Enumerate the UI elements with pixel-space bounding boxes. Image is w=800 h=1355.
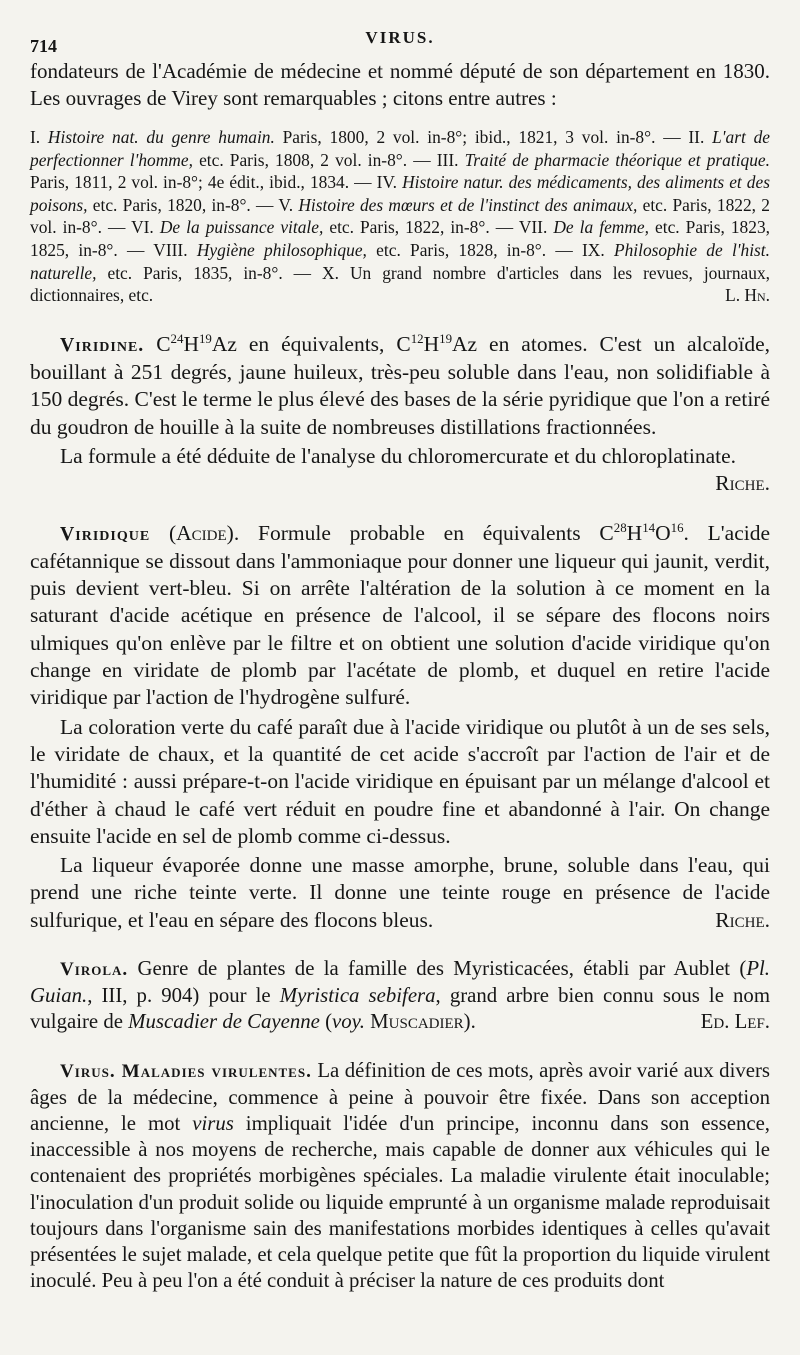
virola-text-4: ( (319, 1010, 333, 1034)
viridique-text-3: La liqueur évaporée donne une masse amorphe, brune, soluble dans l'eau, qui prend une riche teinte verte. Il donne une teinte rouge en présence de l'acide sulfurique, et l'eau en sépare des flocons bleus. (30, 853, 770, 932)
page (30, 22, 770, 1294)
viridique-text-1: Formule probable en équivalents $C^{28}H^{14}O^{16}$. L'acide cafétannique se dissout dans l'ammoniaque pour donner une liqueur qui jaunit, verdit, puis devient vert-bleu. Si on arrête l'altération de la solution à ce moment en la saturant d'acide acétique en présence de l'alcool, il se sépare des flocons noirs ulmiques qu'on enlève par le filtre et on obtient une solution d'acide viridique qu'on change en viridate de plomb par l'acétate de plomb, et duquel en retire l'acide viridique par l'action de l'hydrogène sulfuré. (30, 520, 771, 710)
bibliography-item: I. Histoire nat. du genre humain. Paris, 1800, 2 vol. in-8°; ibid., 1821, 3 vol. in-8°. — (30, 127, 689, 147)
page-number: 714 (30, 36, 57, 56)
viridine-text-1: $C^{24}H^{19}Az$ en équivalents, $C^{12}H^{19}Az$ en atomes. C'est un alcaloïde, bouillant à 251 degrés, jaune huileux, très-peu soluble dans l'eau, non solidifiable à 150 degrés. C'est le terme le plus élevé des bases de la série pyridique que l'on a retiré du goudron de houille à la suite de nombreuses distillations fractionnées. (30, 331, 771, 439)
work-title: Histoire des mœurs et de l'instinct des animaux, (298, 194, 638, 215)
virola-voy: voy. (332, 1010, 365, 1034)
work-title: Philosophie de l'hist. naturelle, (30, 239, 770, 283)
virola-text-5: ). (463, 1010, 476, 1034)
page-header (30, 22, 770, 56)
headword-viridine: Viridine. (60, 333, 145, 356)
bibliography-item: VII. De la femme, etc. Paris, 1823, 1825, in-8°. — (30, 217, 770, 260)
continuation-paragraph: fondateurs de l'Académie de médecine et nommé député de son département en 1830. Les ouvrages de Virey sont remarquables ; citons entre autres : (30, 59, 770, 110)
bibliography-item: IX. Philosophie de l'hist. naturelle, etc. Paris, 1835, in-8°. — (30, 239, 770, 283)
virola-vernacular: Muscadier de Cayenne (128, 1010, 320, 1034)
bibliography-item: VIII. Hygiène philosophique, etc. Paris, 1828, in-8°. — (153, 239, 583, 260)
virola-text-3: , grand arbre bien connu sous le nom vulgaire de (30, 984, 771, 1034)
work-title: L'art de perfectionner l'homme, (30, 127, 770, 170)
bibliography-item: IV. Histoire natur. des médicaments, des aliments et des poisons, etc. Paris, 1820, in-8°. — (30, 172, 770, 215)
bibliography-item: V. Histoire des mœurs et de l'instinct des animaux, etc. Paris, 1822, 2 vol. in-8°. — (30, 194, 770, 238)
headword-virus: Virus. Maladies virulentes. (60, 1060, 312, 1082)
bibliography (30, 126, 770, 307)
viridique-paragraph-1 (30, 520, 770, 712)
entry-viridique (30, 520, 770, 934)
bibliography-item: X. Un grand nombre d'articles dans les revues, journaux, dictionnaires, etc. (30, 262, 770, 306)
work-title: Histoire natur. des médicaments, des aliments et des poisons, (30, 172, 770, 215)
virola-species: Myristica sebifera (279, 984, 436, 1008)
signature-lhn: L. Hn. (725, 285, 770, 306)
virola-see: Muscadier (370, 1010, 464, 1034)
headword-virola: Virola. (60, 958, 129, 980)
virola-text-1: Genre de plantes de la famille des Myristicacées, établi par Aublet ( (137, 956, 747, 980)
signature-riche-2: Riche. (715, 907, 770, 932)
virola-ref: Pl. Guian. (30, 956, 771, 1008)
virus-text-2: impliquait l'idée d'un principe, inconnu dans son essence, inaccessible à nos moyens de recherche, mais capable de donner aux véhicules qui le contenaient des propriétés morbigènes spéciales. La maladie virulente était inoculable; l'inoculation d'un produit solide ou liquide emprunté à un organisme malade reproduisait toujours dans l'organisme sain des manifestations morbides identiques à celles qu'avait présentées le sujet malade, et cela quelque petite que fût la proportion du liquide virulent inoculé. Peu à peu l'on a été conduit à préciser la nature de ces produits dont (30, 1112, 770, 1293)
viridique-paragraph-3 (30, 852, 770, 934)
virola-paragraph (30, 956, 770, 1036)
viridique-acid-label: (Acide). (168, 520, 240, 545)
entry-viridine (30, 331, 770, 498)
viridine-paragraph-1 (30, 331, 770, 441)
work-title: Histoire nat. du genre humain. (47, 127, 275, 147)
entry-virus (30, 1058, 770, 1295)
headword-viridique: Viridique (60, 522, 151, 545)
signature-riche-1: Riche. (715, 471, 770, 496)
entry-virola (30, 956, 770, 1036)
work-title: De la puissance vitale, (159, 217, 324, 238)
viridique-paragraph-2: La coloration verte du café paraît due à l'acide viridique ou plutôt à un de ses sels, le viridate de chaux, et la quantité de cet acide s'accroît par l'action de l'air et de l'humidité : aussi prépare-t-on l'acide viridique en épuisant par un mélange d'alcool et d'éther à chaud le café vert réduit en poudre fine et abandonné à l'air. On change ensuite l'acide en sel de plomb comme ci-dessus. (30, 714, 770, 848)
work-title: Traité de pharmacie théorique et pratique. (464, 149, 770, 170)
viridine-paragraph-2 (30, 443, 770, 496)
bibliography-item: III. Traité de pharmacie théorique et pratique. Paris, 1811, 2 vol. in-8°; 4e édit., ibid., 1834. — (30, 149, 770, 193)
signature-ed-lef: Ed. Lef. (700, 1010, 770, 1034)
running-title: VIRUS. (365, 28, 435, 47)
work-title: De la femme, (553, 217, 649, 238)
bibliography-item: VI. De la puissance vitale, etc. Paris, 1822, in-8°. — (131, 217, 519, 238)
viridine-text-2: La formule a été déduite de l'analyse du chloromercurate et du chloroplatinate. (60, 443, 737, 468)
virus-text-1: La définition de ces mots, après avoir varié aux divers âges de la médecine, commence à peine à pouvoir être fixée. Dans son acception ancienne, le mot (30, 1058, 770, 1135)
virus-paragraph (30, 1058, 770, 1295)
virola-text-2: , III, p. 904) pour le (87, 984, 280, 1008)
virus-word: virus (192, 1112, 234, 1135)
bibliography-item: II. L'art de perfectionner l'homme, etc. Paris, 1808, 2 vol. in-8°. — (30, 127, 770, 170)
bibliography-list (30, 127, 770, 305)
work-title: Hygiène philosophique, (196, 239, 367, 260)
